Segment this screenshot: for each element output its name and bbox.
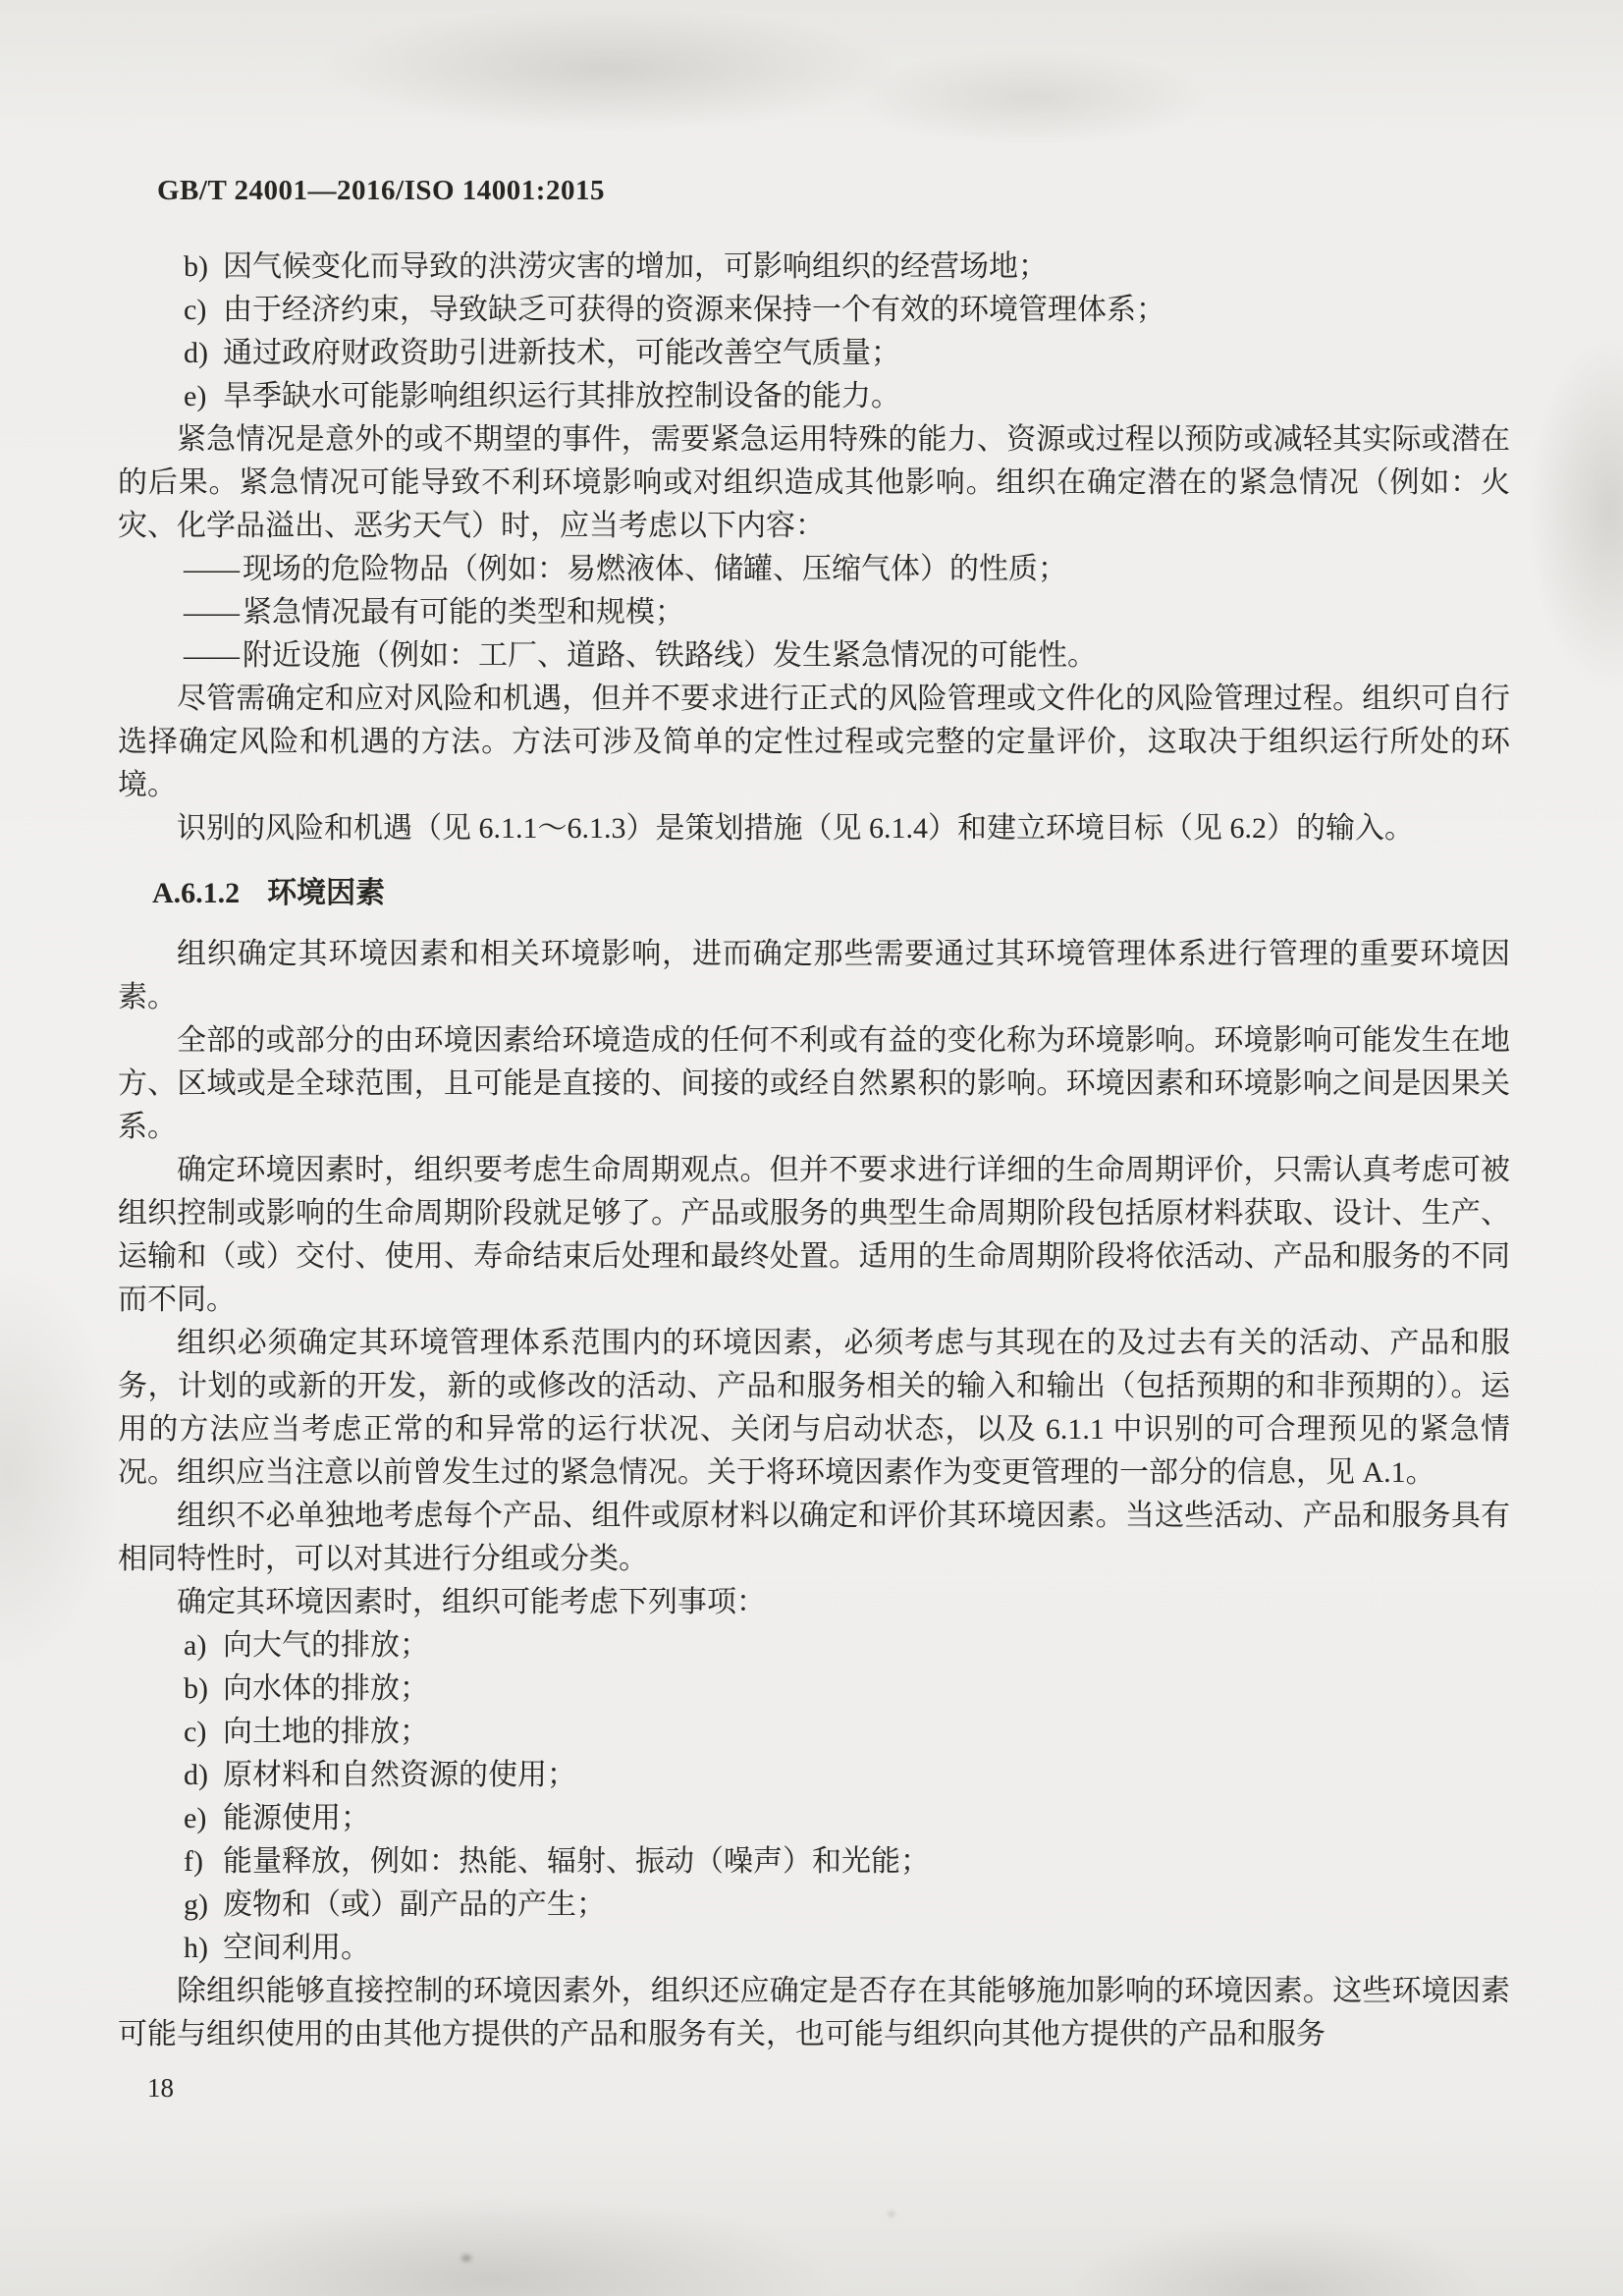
list-item	[118, 548, 1510, 591]
list-item-marker: c)	[184, 294, 207, 326]
list-item	[118, 1884, 1510, 1927]
list-item	[118, 332, 1510, 375]
list-item-marker: f)	[184, 1845, 203, 1878]
list-item	[118, 591, 1510, 634]
dash-marker: ——	[184, 639, 237, 672]
list-item-marker: c)	[184, 1716, 207, 1748]
page-content	[118, 169, 1510, 2109]
list-item	[118, 289, 1510, 332]
list-item-text: 废物和（或）副产品的产生；	[223, 1888, 606, 1921]
list-item-text: 现场的危险物品（例如：易燃液体、储罐、压缩气体）的性质；	[243, 553, 1067, 585]
list-item	[118, 1797, 1510, 1840]
list-item	[118, 1667, 1510, 1711]
list-item-text: 由于经济约束，导致缺乏可获得的资源来保持一个有效的环境管理体系；	[223, 294, 1165, 326]
list-item-text: 能量释放，例如：热能、辐射、振动（噪声）和光能；	[223, 1845, 930, 1878]
paragraph-impacts: 全部的或部分的由环境因素给环境造成的任何不利或有益的变化称为环境影响。环境影响可能发生在地方、区域或是全球范围，且可能是直接的、间接的或经自然累积的影响。环境因素和环境影响之间是因果关系。	[118, 1024, 1510, 1143]
list-item-marker: h)	[184, 1932, 208, 1964]
running-header: GB/T 24001—2016/ISO 14001:2015	[157, 175, 605, 206]
scan-artifact	[889, 2212, 894, 2216]
section-heading	[152, 872, 1510, 915]
list-item-marker: d)	[184, 337, 208, 369]
list-item-text: 向土地的排放；	[223, 1716, 429, 1748]
list-item-marker: a)	[184, 1629, 207, 1662]
list-item-marker: b)	[184, 250, 208, 283]
paragraph-identified-risks: 识别的风险和机遇（见 6.1.1～6.1.3）是策划措施（见 6.1.4）和建立环境目标（见 6.2）的输入。	[177, 812, 1414, 845]
list-item-text: 旱季缺水可能影响组织运行其排放控制设备的能力。	[223, 380, 900, 412]
list-item-text: 附近设施（例如：工厂、道路、铁路线）发生紧急情况的可能性。	[243, 639, 1097, 672]
aspects-list	[118, 1624, 1510, 1970]
list-item-marker: d)	[184, 1759, 208, 1791]
list-item-marker: b)	[184, 1672, 208, 1705]
list-item-text: 空间利用。	[223, 1932, 370, 1964]
list-item-marker: g)	[184, 1888, 208, 1921]
list-item-marker: e)	[184, 380, 207, 412]
paragraph-emergency: 紧急情况是意外的或不期望的事件，需要紧急运用特殊的能力、资源或过程以预防或减轻其实际或潜在的后果。紧急情况可能导致不利环境影响或对组织造成其他影响。组织在确定潜在的紧急情况（例如：火灾、化学品溢出、恶劣天气）时，应当考虑以下内容：	[118, 423, 1510, 542]
paragraph-consider-intro: 确定其环境因素时，组织可能考虑下列事项：	[177, 1586, 766, 1618]
page-number: 18	[147, 2073, 174, 2103]
context-issues-list	[118, 246, 1510, 418]
paragraph-aspects: 组织确定其环境因素和相关环境影响，进而确定那些需要通过其环境管理体系进行管理的重要环境因素。	[118, 938, 1510, 1013]
dash-marker: ——	[184, 596, 237, 629]
section-title: 环境因素	[267, 877, 386, 909]
list-item	[118, 1927, 1510, 1970]
list-item-text: 通过政府财政资助引进新技术，可能改善空气质量；	[223, 337, 900, 369]
paragraph-risk: 尽管需确定和应对风险和机遇，但并不要求进行正式的风险管理或文件化的风险管理过程。组织可自行选择确定风险和机遇的方法。方法可涉及简单的定性过程或完整的定量评价，这取决于组织运行所处的环境。	[118, 683, 1510, 801]
paragraph-lifecycle: 确定环境因素时，组织要考虑生命周期观点。但并不要求进行详细的生命周期评价，只需认真考虑可被组织控制或影响的生命周期阶段就足够了。产品或服务的典型生命周期阶段包括原材料获取、设计、生产、运输和（或）交付、使用、寿命结束后处理和最终处置。适用的生命周期阶段将依活动、产品和服务的不同而不同。	[118, 1154, 1510, 1316]
list-item	[118, 1711, 1510, 1754]
paragraph-influence: 除组织能够直接控制的环境因素外，组织还应确定是否存在其能够施加影响的环境因素。这些环境因素可能与组织使用的由其他方提供的产品和服务有关，也可能与组织向其他方提供的产品和服务	[118, 1975, 1510, 2050]
list-item	[118, 1754, 1510, 1797]
list-item-text: 紧急情况最有可能的类型和规模；	[243, 596, 684, 629]
scan-artifact	[461, 2255, 471, 2262]
list-item-text: 能源使用；	[223, 1802, 370, 1834]
dash-marker: ——	[184, 553, 237, 585]
list-item-marker: e)	[184, 1802, 207, 1834]
paragraph-scope: 组织必须确定其环境管理体系范围内的环境因素，必须考虑与其现在的及过去有关的活动、产品和服务，计划的或新的开发，新的或修改的活动、产品和服务相关的输入和输出（包括预期的和非预期的）。运用的方法应当考虑正常的和异常的运行状况、关闭与启动状态，以及 6.1.1 中识别的可合理预见的紧急情况。组织应当注意以前曾发生过的紧急情况。关于将环境因素作为变更管理的一部分的信息，见 A.1。	[118, 1327, 1510, 1489]
list-item	[118, 634, 1510, 678]
list-item-text: 向水体的排放；	[223, 1672, 429, 1705]
list-item	[118, 375, 1510, 418]
emergency-considerations-list	[118, 548, 1510, 678]
section-number: A.6.1.2	[152, 877, 241, 909]
list-item-text: 向大气的排放；	[223, 1629, 429, 1662]
paragraph-grouping: 组织不必单独地考虑每个产品、组件或原材料以确定和评价其环境因素。当这些活动、产品和服务具有相同特性时，可以对其进行分组或分类。	[118, 1500, 1510, 1575]
list-item	[118, 1624, 1510, 1667]
list-item	[118, 1840, 1510, 1884]
list-item-text: 原材料和自然资源的使用；	[223, 1759, 576, 1791]
list-item	[118, 246, 1510, 289]
list-item-text: 因气候变化而导致的洪涝灾害的增加，可影响组织的经营场地；	[223, 250, 1048, 283]
